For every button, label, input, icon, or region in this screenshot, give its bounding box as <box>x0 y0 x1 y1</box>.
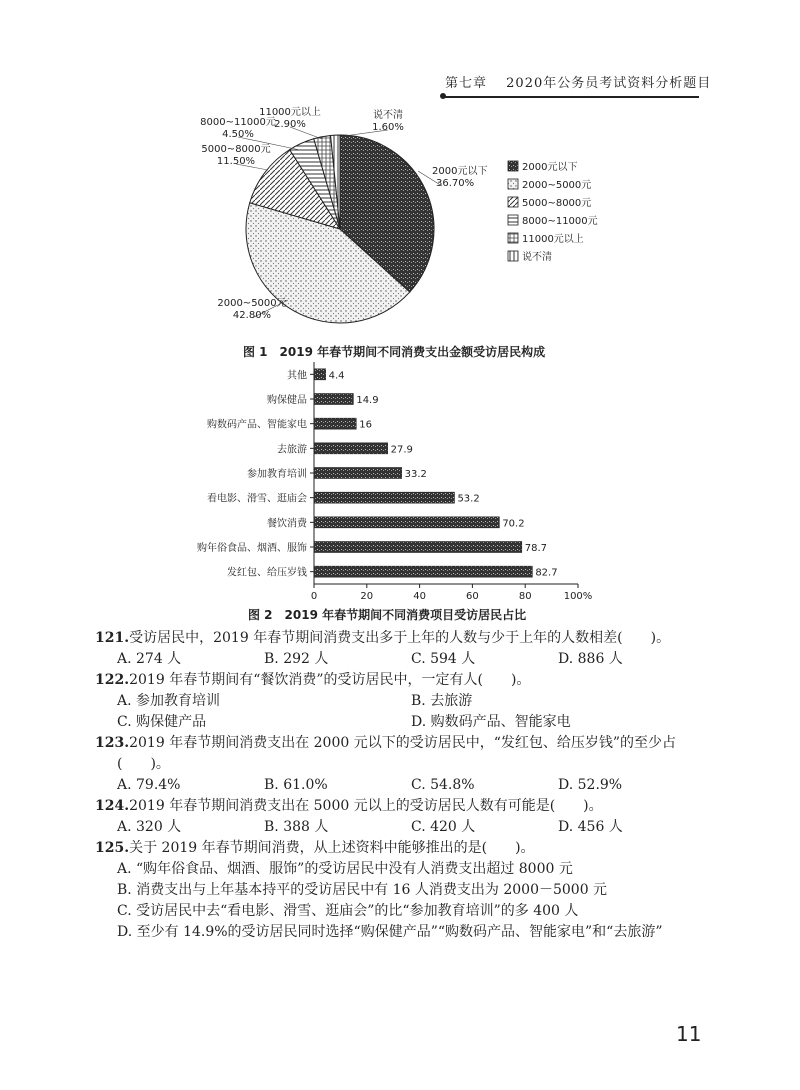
bar <box>314 468 402 479</box>
bar-value-label: 14.9 <box>356 395 379 406</box>
pie-slice-label: 说不清 <box>373 110 403 121</box>
x-tick-label: 80 <box>518 591 532 602</box>
pie-slice-label: 8000~11000元 <box>200 117 276 128</box>
pie-slice-value: 11.50% <box>216 156 256 167</box>
option-c: C. 54.8% <box>411 777 475 793</box>
bar <box>314 517 499 528</box>
x-tick-label: 0 <box>310 591 318 602</box>
bar <box>314 492 454 503</box>
options <box>95 775 705 796</box>
option-c: C. 420 人 <box>411 819 476 835</box>
question-122: 122.2019 年春节期间有“餐饮消费”的受访居民中，一定有人( )。 A. 参加教育培训 B. 去旅游 C. 购保健产品 D. 购数码产品、智能家电 <box>95 670 705 733</box>
options <box>95 712 705 733</box>
bar-value-label: 33.2 <box>404 469 427 480</box>
legend-swatch <box>508 233 518 243</box>
question-list <box>95 628 705 943</box>
question-124: 124.2019 年春节期间消费支出在 5000 元以上的受访居民人数有可能是( )。 A. 320 人 B. 388 人 C. 420 人 D. 456 人 <box>95 796 705 838</box>
x-tick-label: 40 <box>413 591 426 602</box>
option-d: D. 购数码产品、智能家电 <box>411 714 571 730</box>
category-label: 发红包、给压岁钱 <box>227 567 307 579</box>
question-125: 125.关于 2019 年春节期间消费，从上述资料中能够推出的是( )。 A. “购年俗食品、烟酒、服饰”的受访居民中没有人消费支出超过 8000 元 B. 消费支出与上年基本持平的受访居民中有 16 人消费支出为 2000－5000 元 C. 受访居民中去“看电影、滑雪、逛庙会”的比“参加教育培训”的多 400 人 D. 至少有 14.9%的受访居民同时选择“购保健产品”“购数码产品、智能家电”和“去旅游” <box>95 838 705 943</box>
page-number: 11 <box>676 1022 702 1046</box>
options <box>95 817 705 838</box>
category-label: 购年俗食品、烟酒、服饰 <box>197 543 307 554</box>
pie-legend <box>508 161 598 263</box>
bar <box>314 443 388 454</box>
bar-value-label: 4.4 <box>328 370 345 382</box>
option-c: C. 594 人 <box>411 651 476 667</box>
category-label: 去旅游 <box>277 444 307 456</box>
options <box>95 691 705 712</box>
legend-swatch <box>508 179 518 189</box>
bar <box>314 542 522 553</box>
legend-swatch <box>508 161 518 171</box>
legend-label: 11000元以上 <box>522 234 584 245</box>
pie-slice-label: 2000元以下 <box>432 166 488 177</box>
question-123: 123.2019 年春节期间消费支出在 2000 元以下的受访居民中，“发红包、给压岁钱”的至少占 ( )。 A. 79.4% B. 61.0% C. 54.8% D. 52.9% <box>95 733 705 796</box>
bar-value-label: 78.7 <box>524 543 548 554</box>
x-tick-label: 20 <box>360 591 374 602</box>
legend-label: 2000元以下 <box>522 162 578 173</box>
pie-slice-label: 2000~5000元 <box>217 298 287 309</box>
legend-swatch <box>508 215 518 225</box>
option-b: B. 消费支出与上年基本持平的受访居民中有 16 人消费支出为 2000－5000 元 <box>117 882 608 898</box>
pie-slice-value: 42.80% <box>232 310 272 321</box>
x-tick-label: 100% <box>563 591 593 602</box>
option-b: B. 388 人 <box>264 819 329 835</box>
question-121: 121.受访居民中，2019 年春节期间消费支出多于上年的人数与少于上年的人数相差( )。 A. 274 人 B. 292 人 C. 594 人 D. 886 人 <box>95 628 705 670</box>
bar <box>314 566 532 577</box>
pie-slice-value: 1.60% <box>372 122 404 133</box>
pie-slice-value: 4.50% <box>222 129 254 140</box>
category-label: 购数码产品、智能家电 <box>207 419 307 431</box>
legend-label: 说不清 <box>522 252 552 263</box>
pie-slice-value: 2.90% <box>274 119 306 130</box>
option-a: A. “购年俗食品、烟酒、服饰”的受访居民中没有人消费支出超过 8000 元 <box>117 861 573 877</box>
pie-slice-label: 5000~8000元 <box>201 144 271 155</box>
pie-slice-value: 36.70% <box>436 178 475 189</box>
option-d: D. 456 人 <box>558 819 623 835</box>
bar <box>314 369 326 380</box>
category-label: 参加教育培训 <box>247 469 307 480</box>
category-label: 购保健品 <box>267 395 307 406</box>
option-c: C. 购保健产品 <box>117 714 207 730</box>
bar-value-label: 53.2 <box>457 493 480 505</box>
legend-label: 5000~8000元 <box>522 198 592 209</box>
pie-slice-label: 11000元以上 <box>259 107 321 118</box>
option-c: C. 受访居民中去“看电影、滑雪、逛庙会”的比“参加教育培训”的多 400 人 <box>117 903 579 919</box>
bar-value-label: 16 <box>359 419 372 431</box>
bar-value-label: 27.9 <box>390 444 413 456</box>
header-title: 2020年公务员考试资料分析题目 <box>506 76 712 91</box>
bar-value-label: 70.2 <box>502 518 525 530</box>
x-tick-label: 60 <box>466 591 479 602</box>
option-b: B. 61.0% <box>264 777 328 793</box>
legend-label: 8000~11000元 <box>522 216 598 227</box>
option-b: B. 292 人 <box>264 651 329 667</box>
bar-chart <box>197 362 592 602</box>
option-b: B. 去旅游 <box>411 693 473 709</box>
options <box>95 649 705 670</box>
bar <box>314 394 353 405</box>
legend-swatch <box>508 197 518 207</box>
legend-swatch <box>508 251 518 261</box>
pie-chart <box>200 105 487 323</box>
bar-value-label: 82.7 <box>535 567 558 579</box>
option-d: D. 52.9% <box>558 777 623 793</box>
option-d: D. 至少有 14.9%的受访居民同时选择“购保健产品”“购数码产品、智能家电”和“去旅游” <box>117 924 663 940</box>
legend-label: 2000~5000元 <box>522 180 592 191</box>
figure-2-caption: 图 2 2019 年春节期间不同消费项目受访居民占比 <box>248 608 527 622</box>
option-a: A. 274 人 <box>117 651 182 667</box>
category-label: 餐饮消费 <box>267 518 307 530</box>
option-a: A. 参加教育培训 <box>117 693 221 709</box>
figure-1-caption: 图 1 2019 年春节期间不同消费支出金额受访居民构成 <box>243 345 546 359</box>
category-label: 其他 <box>287 370 307 382</box>
option-a: A. 320 人 <box>117 819 182 835</box>
option-d: D. 886 人 <box>558 651 623 667</box>
option-a: A. 79.4% <box>117 777 181 793</box>
category-label: 看电影、滑雪、逛庙会 <box>207 493 307 505</box>
chapter-label: 第七章 <box>445 76 488 91</box>
bar <box>314 418 356 429</box>
